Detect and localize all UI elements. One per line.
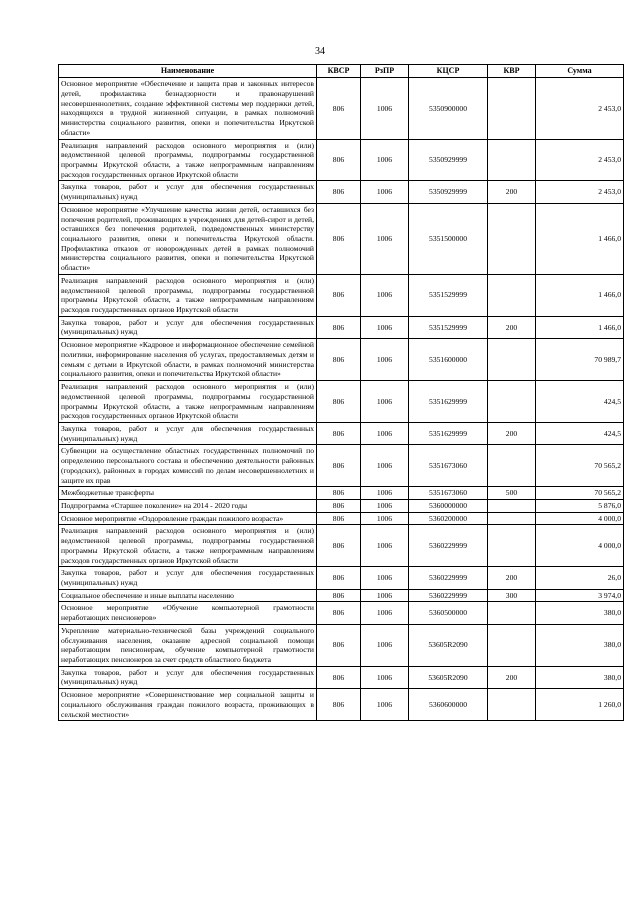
table-row [59, 339, 624, 381]
row-name: Межбюджетные трансферты [59, 487, 317, 500]
row-rzpr: 1006 [361, 567, 409, 589]
budget-table [58, 64, 624, 721]
row-rzpr: 1006 [361, 78, 409, 139]
table-header-row [59, 65, 624, 78]
row-kvsr: 806 [317, 339, 361, 381]
row-kcsr: 5350929999 [409, 139, 488, 181]
table-row [59, 666, 624, 688]
row-kcsr: 5351629999 [409, 422, 488, 444]
table-row [59, 445, 624, 487]
row-sum: 3 974,0 [536, 589, 624, 602]
row-name: Основное мероприятие «Обучение компьютерной грамотности неработающих пенсионеров» [59, 602, 317, 624]
table-row [59, 567, 624, 589]
row-sum: 26,0 [536, 567, 624, 589]
row-name: Субвенции на осуществление областных государственных полномочий по определению персонального состава и обеспечению деятельности районных (городских), районных в городах комиссий по делам несовершеннолетних и защите их прав [59, 445, 317, 487]
row-kvsr: 806 [317, 602, 361, 624]
row-name: Подпрограмма «Старшее поколение» на 2014 - 2020 годы [59, 499, 317, 512]
row-kcsr: 5360229999 [409, 567, 488, 589]
row-name: Основное мероприятие «Обеспечение и защита прав и законных интересов детей, профилактика безнадзорности и правонарушений несовершеннолетних, создание эффективной системы мер поддержки детей, находящихся в трудной жизненной ситуации, в рамках полномочий министерства социального развития, опеки и попечительства Иркутской области» [59, 78, 317, 139]
row-kvsr: 806 [317, 499, 361, 512]
row-rzpr: 1006 [361, 689, 409, 721]
row-kcsr: 5351529999 [409, 316, 488, 338]
row-kcsr: 5351673060 [409, 445, 488, 487]
row-sum: 2 453,0 [536, 78, 624, 139]
row-rzpr: 1006 [361, 589, 409, 602]
row-rzpr: 1006 [361, 512, 409, 525]
row-kcsr: 5351529999 [409, 274, 488, 316]
table-row [59, 274, 624, 316]
row-kvr [488, 339, 536, 381]
row-sum: 424,5 [536, 381, 624, 423]
table-row [59, 487, 624, 500]
row-kvsr: 806 [317, 445, 361, 487]
row-rzpr: 1006 [361, 339, 409, 381]
row-rzpr: 1006 [361, 499, 409, 512]
row-kcsr: 5360229999 [409, 525, 488, 567]
row-name: Закупка товаров, работ и услуг для обеспечения государственных (муниципальных) нужд [59, 181, 317, 203]
row-kvr [488, 624, 536, 666]
row-rzpr: 1006 [361, 422, 409, 444]
row-kvsr: 806 [317, 487, 361, 500]
row-rzpr: 1006 [361, 624, 409, 666]
row-rzpr: 1006 [361, 274, 409, 316]
row-kvsr: 806 [317, 689, 361, 721]
row-kvr [488, 381, 536, 423]
table-row [59, 512, 624, 525]
row-kvr: 200 [488, 422, 536, 444]
row-kvsr: 806 [317, 512, 361, 525]
row-rzpr: 1006 [361, 602, 409, 624]
row-sum: 1 260,0 [536, 689, 624, 721]
row-sum: 4 000,0 [536, 525, 624, 567]
table-row [59, 139, 624, 181]
page-number: 34 [315, 46, 325, 57]
row-kvr [488, 78, 536, 139]
row-sum: 424,5 [536, 422, 624, 444]
row-kvsr: 806 [317, 589, 361, 602]
row-name: Закупка товаров, работ и услуг для обеспечения государственных (муниципальных) нужд [59, 666, 317, 688]
row-kvr [488, 689, 536, 721]
row-kcsr: 5360000000 [409, 499, 488, 512]
row-rzpr: 1006 [361, 381, 409, 423]
row-name: Реализация направлений расходов основного мероприятия и (или) ведомственной целевой программы, подпрограммы государственной программы Иркутской области, а также непрограммным направлениям расходов государственных органов Иркутской области [59, 525, 317, 567]
table-row [59, 525, 624, 567]
row-kvr [488, 499, 536, 512]
row-name: Основное мероприятие «Кадровое и информационное обеспечение семейной политики, информирование населения об услугах, предоставляемых детям и семьям с детьми в Иркутской области, в рамках полномочий министерства социального развития, опеки и попечительства Иркутской области» [59, 339, 317, 381]
row-kcsr: 5360500000 [409, 602, 488, 624]
row-sum: 380,0 [536, 602, 624, 624]
row-kvr [488, 139, 536, 181]
table-row [59, 381, 624, 423]
row-kcsr: 5360600000 [409, 689, 488, 721]
row-kvsr: 806 [317, 422, 361, 444]
row-kcsr: 5350929999 [409, 181, 488, 203]
row-kvsr: 806 [317, 181, 361, 203]
table-row [59, 422, 624, 444]
row-sum: 70 565,2 [536, 487, 624, 500]
row-sum: 1 466,0 [536, 316, 624, 338]
row-kvr: 300 [488, 589, 536, 602]
row-kvsr: 806 [317, 666, 361, 688]
row-rzpr: 1006 [361, 316, 409, 338]
row-sum: 2 453,0 [536, 181, 624, 203]
row-sum: 380,0 [536, 666, 624, 688]
row-sum: 2 453,0 [536, 139, 624, 181]
header-rzpr: РзПР [361, 65, 409, 78]
row-kvr [488, 525, 536, 567]
row-kvsr: 806 [317, 78, 361, 139]
row-kvr: 200 [488, 666, 536, 688]
row-kvsr: 806 [317, 316, 361, 338]
table-row [59, 499, 624, 512]
header-kvsr: КВСР [317, 65, 361, 78]
row-kvsr: 806 [317, 381, 361, 423]
row-name: Социальное обеспечение и иные выплаты населению [59, 589, 317, 602]
table-row [59, 316, 624, 338]
row-kvsr: 806 [317, 274, 361, 316]
row-kvr: 200 [488, 181, 536, 203]
row-name: Реализация направлений расходов основного мероприятия и (или) ведомственной целевой программы, подпрограммы государственной программы Иркутской области, а также непрограммным направлениям расходов государственных органов Иркутской области [59, 274, 317, 316]
row-sum: 1 466,0 [536, 203, 624, 274]
row-kcsr: 5351629999 [409, 381, 488, 423]
row-kcsr: 5351500000 [409, 203, 488, 274]
row-name: Укрепление материально-технической базы учреждений социального обслуживания населения, оказание адресной социальной помощи неработающим пенсионерам, обучение компьютерной грамотности неработающих пенсионеров за счет средств областного бюджета [59, 624, 317, 666]
row-kvsr: 806 [317, 525, 361, 567]
row-kcsr: 53605R2090 [409, 666, 488, 688]
row-kcsr: 5360200000 [409, 512, 488, 525]
row-name: Реализация направлений расходов основного мероприятия и (или) ведомственной целевой программы, подпрограммы государственной программы Иркутской области, а также непрограммным направлениям расходов государственных органов Иркутской области [59, 381, 317, 423]
row-sum: 380,0 [536, 624, 624, 666]
row-name: Закупка товаров, работ и услуг для обеспечения государственных (муниципальных) нужд [59, 567, 317, 589]
row-kvsr: 806 [317, 624, 361, 666]
table-row [59, 602, 624, 624]
row-sum: 70 989,7 [536, 339, 624, 381]
row-name: Реализация направлений расходов основного мероприятия и (или) ведомственной целевой программы, подпрограммы государственной программы Иркутской области, а также непрограммным направлениям расходов государственных органов Иркутской области [59, 139, 317, 181]
row-rzpr: 1006 [361, 181, 409, 203]
row-sum: 1 466,0 [536, 274, 624, 316]
row-kcsr: 53605R2090 [409, 624, 488, 666]
row-kcsr: 5360229999 [409, 589, 488, 602]
row-kvr: 500 [488, 487, 536, 500]
table-row [59, 78, 624, 139]
row-rzpr: 1006 [361, 487, 409, 500]
header-kcsr: КЦСР [409, 65, 488, 78]
table-body [59, 78, 624, 721]
row-kcsr: 5351600000 [409, 339, 488, 381]
row-kcsr: 5351673060 [409, 487, 488, 500]
table-row [59, 689, 624, 721]
row-name: Закупка товаров, работ и услуг для обеспечения государственных (муниципальных) нужд [59, 316, 317, 338]
row-name: Основное мероприятие «Оздоровление граждан пожилого возраста» [59, 512, 317, 525]
row-kvr [488, 512, 536, 525]
row-name: Основное мероприятие «Улучшение качества жизни детей, оставшихся без попечения родителей, проживающих в учреждениях для детей-сирот и детей, оставшихся без попечения родителей, подведомственных министерству социального развития, опеки и попечительства Иркутской области. Профилактика отказов от новорожденных детей в рамках полномочий министерства социального развития, опеки и попечительства Иркутской области» [59, 203, 317, 274]
header-sum: Сумма [536, 65, 624, 78]
row-name: Основное мероприятие «Совершенствование мер социальной защиты и социального обслуживания граждан пожилого возраста, проживающих в сельской местности» [59, 689, 317, 721]
row-rzpr: 1006 [361, 525, 409, 567]
header-name: Наименование [59, 65, 317, 78]
row-sum: 70 565,2 [536, 445, 624, 487]
row-kvsr: 806 [317, 203, 361, 274]
row-kvsr: 806 [317, 567, 361, 589]
row-kvr [488, 274, 536, 316]
row-kcsr: 5350900000 [409, 78, 488, 139]
row-kvr [488, 445, 536, 487]
row-sum: 4 000,0 [536, 512, 624, 525]
row-rzpr: 1006 [361, 139, 409, 181]
row-kvr [488, 203, 536, 274]
row-rzpr: 1006 [361, 203, 409, 274]
row-kvr [488, 602, 536, 624]
table-row [59, 589, 624, 602]
table-row [59, 203, 624, 274]
row-kvr: 200 [488, 316, 536, 338]
row-kvsr: 806 [317, 139, 361, 181]
row-sum: 5 876,0 [536, 499, 624, 512]
row-rzpr: 1006 [361, 666, 409, 688]
row-name: Закупка товаров, работ и услуг для обеспечения государственных (муниципальных) нужд [59, 422, 317, 444]
row-rzpr: 1006 [361, 445, 409, 487]
header-kvr: КВР [488, 65, 536, 78]
table-row [59, 624, 624, 666]
row-kvr: 200 [488, 567, 536, 589]
table-row [59, 181, 624, 203]
